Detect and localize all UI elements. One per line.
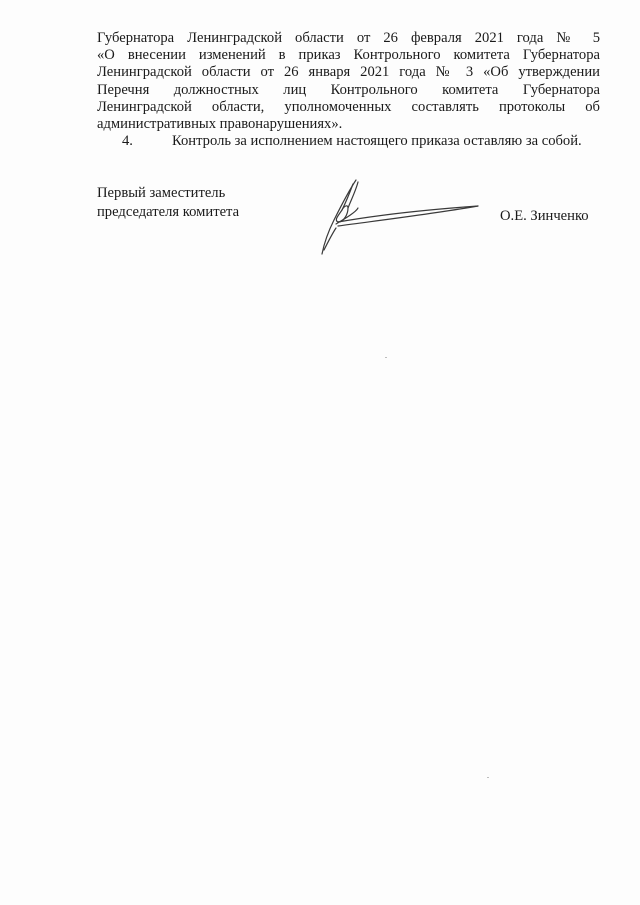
scan-speck <box>487 777 489 778</box>
signatory-name: О.Е. Зинченко <box>500 208 589 224</box>
scan-speck <box>385 357 387 358</box>
list-item-number: 4. <box>122 133 133 150</box>
paragraph-line-3: Ленинградской области от 26 января 2021 года № 3 «Об утверждении <box>97 64 600 81</box>
signatory-position-line-2: председателя комитета <box>97 204 240 220</box>
list-item-4 <box>97 133 600 150</box>
paragraph-line-2: «О внесении изменений в приказ Контрольного комитета Губернатора <box>97 47 600 64</box>
handwritten-signature <box>312 176 482 258</box>
paragraph-line-1: Губернатора Ленинградской области от 26 февраля 2021 года № 5 <box>97 30 600 46</box>
paragraph-line-6: административных правонарушениях». <box>97 116 343 133</box>
document-body <box>97 30 600 150</box>
paragraph-line-5: Ленинградской области, уполномоченных составлять протоколы об <box>97 98 600 115</box>
paragraph-line-4: Перечня должностных лиц Контрольного комитета Губернатора <box>97 81 600 98</box>
signatory-position-line-1: Первый заместитель <box>97 185 226 201</box>
signatory-position <box>97 184 239 222</box>
list-item-text: Контроль за исполнением настоящего приказа оставляю за собой. <box>172 133 582 150</box>
